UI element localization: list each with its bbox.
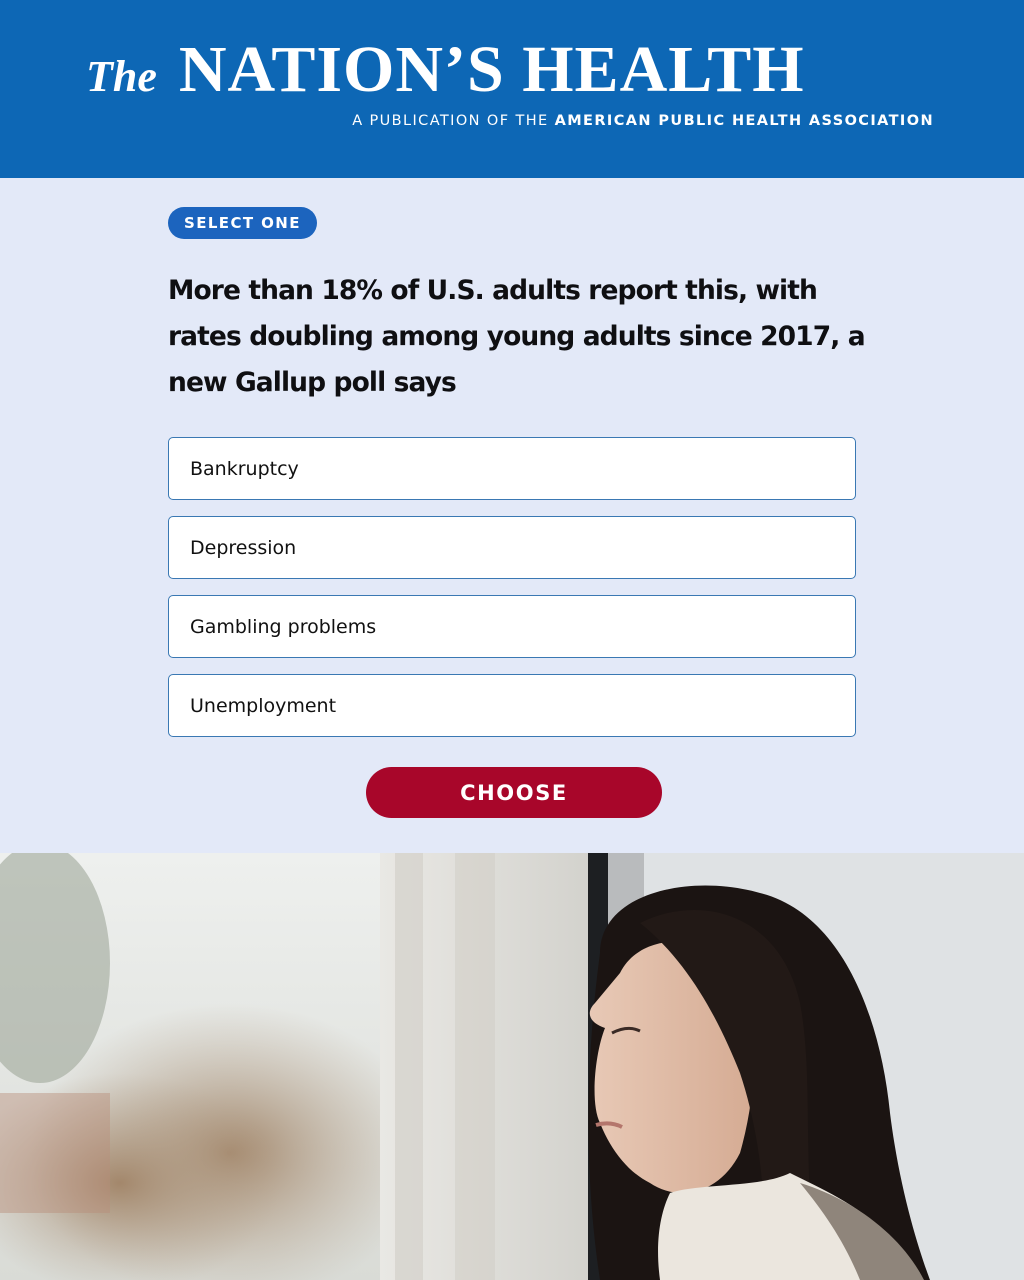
choose-button[interactable]: CHOOSE bbox=[366, 767, 662, 818]
answer-option-bankruptcy[interactable] bbox=[168, 437, 856, 500]
answer-options bbox=[168, 437, 856, 753]
publication-logo bbox=[86, 32, 936, 110]
select-one-badge: SELECT ONE bbox=[168, 207, 317, 239]
logo-the: The bbox=[86, 52, 157, 101]
masthead bbox=[0, 0, 1024, 178]
woman-at-window-illustration bbox=[0, 853, 1024, 1280]
answer-option-label: Depression bbox=[190, 536, 297, 559]
answer-option-label: Gambling problems bbox=[190, 615, 377, 638]
quiz-question: More than 18% of U.S. adults report this, with rates doubling among young adults since 2017, a new Gallup poll says bbox=[168, 275, 865, 398]
answer-option-label: Bankruptcy bbox=[190, 457, 299, 480]
quiz-panel bbox=[0, 178, 1024, 853]
answer-option-gambling-problems[interactable] bbox=[168, 595, 856, 658]
logo-name: NATION’S HEALTH bbox=[178, 33, 805, 106]
tagline-prefix: A PUBLICATION OF THE bbox=[352, 113, 549, 129]
answer-option-depression[interactable] bbox=[168, 516, 856, 579]
tagline-org: AMERICAN PUBLIC HEALTH ASSOCIATION bbox=[554, 113, 934, 129]
hero-photo bbox=[0, 853, 1024, 1280]
answer-option-unemployment[interactable] bbox=[168, 674, 856, 737]
publication-tagline bbox=[352, 113, 934, 129]
answer-option-label: Unemployment bbox=[190, 694, 337, 717]
